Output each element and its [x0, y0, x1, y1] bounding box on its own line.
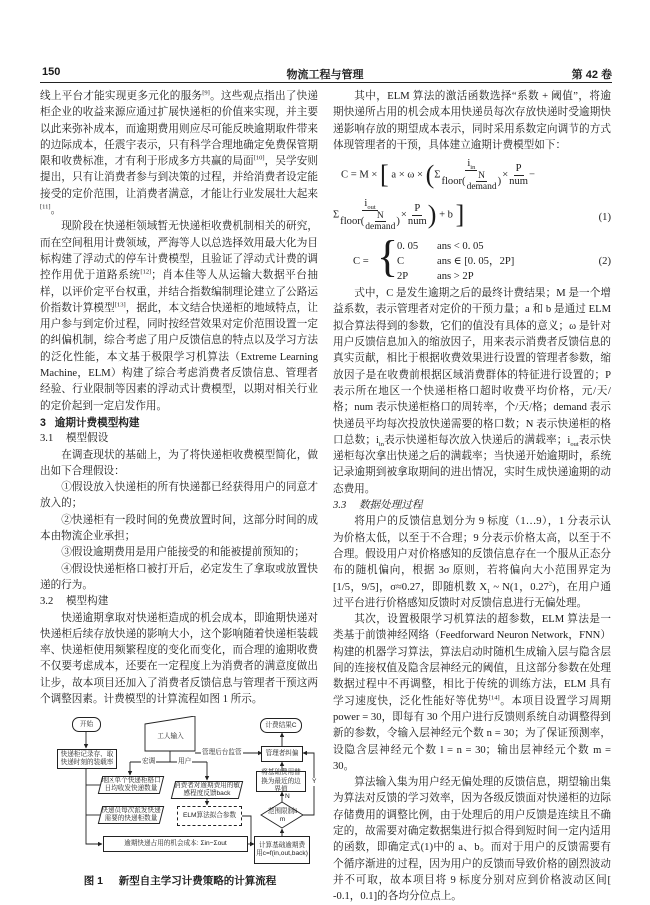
text-run: 其次，设置极限学习机算法的超参数，ELM 算法是一类基于前馈神经网络（Feedforward Neuron Network，FNN）构建的机器学习算法，算法启动时随机生成输入层与隐含层间的连接权值及隐含层神经元的阈值，且这部分参数在处理数据过程中不再调整，相比于传统的训练方法，ELM 具有学习速度快，泛化性能好等优势	[333, 614, 611, 707]
section-title: 模型构建	[65, 596, 109, 608]
figure-caption-text: 新型自主学习计费策略的计算流程	[118, 875, 277, 888]
equation-number: (2)	[598, 256, 611, 268]
case-value: C	[397, 256, 405, 268]
superscript: 2	[548, 580, 553, 587]
section-title: 数据处理过程	[358, 500, 423, 512]
superscript: [12]	[140, 268, 152, 276]
eq-op: −	[529, 169, 535, 181]
eq-case	[397, 239, 514, 254]
manager-correct-node: 管理者纠偏	[261, 746, 303, 762]
figure-number: 图 1	[83, 875, 103, 888]
eq-func: floor(	[340, 216, 365, 228]
eq-fraction	[340, 198, 400, 232]
text-run: ③假设逾期费用是用户能接受的和能被提前预知的；	[61, 547, 305, 559]
figure-caption	[40, 874, 320, 888]
paragraph	[40, 611, 318, 709]
section-heading-3-2	[40, 594, 318, 610]
eq-var: N	[376, 211, 384, 222]
flowchart-figure	[40, 716, 320, 868]
eq-paren: )	[427, 200, 437, 230]
eq-sigma: Σ	[434, 169, 441, 181]
eq-brace: {	[377, 232, 399, 282]
eq-term: C = M ×	[341, 169, 378, 181]
text-run: 。这些观点指出了快递柜企业的收益来源应通过扩展快递柜的价值来实现，并主要以此来弥补成本，而逾期费用则应尽可能反映逾期取件带来的边际成本，任震宇表示，只有科学合理地确定免费保管期限和收费标准，才有利于形成多方共赢的局面	[40, 91, 319, 168]
eq-sub: out	[367, 204, 376, 212]
start-node: 开始	[72, 717, 101, 732]
assumption-4	[40, 562, 318, 595]
text-run: ~ N(1，0.27	[490, 581, 549, 593]
subscript: out	[570, 440, 579, 448]
eq-var: num	[509, 175, 529, 187]
eq-op: ×	[400, 209, 407, 221]
eq-var: demand	[365, 222, 396, 233]
text-run: 表示快递柜每次拿出快递之后的满载率；当快递开始逾期时，系统记录逾期到被拿取期间的进出情况，实时生成快递逾期的动态费用。	[333, 434, 611, 495]
section-heading-3	[40, 415, 318, 431]
subscript: in	[378, 440, 384, 448]
text-run: 式中，C 是发生逾期之后的最终计费结果；M 是一个增益系数，表示管理者对定价的干预力量；a 和 b 是通过 ELM 拟合算法得到的参数，它们的值没有具体的意义；ω 是针对用户反馈信息加入的缩放因子，用来表示消费者反馈信息的真实贡献，相比于根据收费效果进行设置的管理者参数，缩放因子是在收费前根据区域消费群体的特征进行设置的；P 表示所在地区一个快递柜格口超时收费平均价格，元/天/格；num 表示快递柜格口的周转率，个/天/格；demand 表示快递员平均每次投放快递需要的格口数；N 表示快递柜的格口总数；i	[333, 288, 611, 446]
courier-count-node	[100, 806, 162, 824]
eq-paren: (	[425, 160, 435, 190]
admin-monitor-label: 管理后台监管	[202, 749, 242, 757]
record-node: 快递柜记录存、取快递时刻的装载率	[57, 749, 117, 769]
text-run: 在调查现状的基础上，为了将快递柜收费模型简化，做出如下合理假设：	[40, 449, 318, 477]
compute-base-fee-node: 计算基础逾期费用c=f(in,out,back)	[254, 836, 310, 864]
eq-var: i	[467, 158, 471, 170]
equation-number: (1)	[598, 212, 611, 224]
paragraph	[40, 89, 318, 219]
superscript: [9]	[202, 89, 210, 97]
case-value: 0. 05	[397, 241, 419, 253]
section-number: 3.1	[40, 433, 54, 445]
text-run: 将用户的反馈信息划分为 9 标度（1…9），1 分表示认为价格太低，以至于不合理；9 分表示价格太高，以至于不合理。假设用户对价格感知的反馈信息存在一个服从正态分布的随机偏向，根据 3σ 原则，若将偏向大小范围界定为[1/5，9/5]，σ≈0.27，即随机数 X	[333, 516, 611, 593]
eq-paren: )	[396, 216, 400, 228]
eq-sub: in	[470, 164, 476, 172]
result-node: 计费结果C	[260, 718, 302, 733]
eq-sigma: Σ	[333, 209, 340, 221]
eq-op: ×	[502, 169, 509, 181]
node-text: 快递员每次派发快递需要的快递柜数量	[101, 807, 161, 823]
right-column	[333, 89, 611, 905]
text-run: ；肖本佳等人从运输大数据平台抽样，以评价定平台权重，并结合指数编制理论建立了公路运价指数计算模型	[40, 270, 319, 314]
text-run: 快递逾期拿取对快递柜造成的机会成本，即逾期快递对快递柜后续存放快递的影响大小，这个影响随着快递柜装载率、快递柜使用频繁程度的变化而变化，而合理的逾期收费不仅要考虑成本，还要在一定程度上为消费者的满意度做出让步，故本项目还加入了消费者反馈信息与管理者干预这两个调整因素。计费模型的计算流程如图 1 所示。	[40, 612, 318, 705]
eq-cases	[397, 239, 514, 284]
case-condition: ans > 2P	[437, 271, 474, 283]
assumption-3	[40, 545, 318, 561]
text-run: 线上平台才能实现更多元化的服务	[40, 91, 203, 102]
eq-func: floor(	[441, 176, 466, 188]
eq-term: + b	[439, 209, 453, 221]
consumer-feedback-node	[173, 781, 241, 799]
text-run: ①假设放入快递柜的所有快递都已经获得用户的同意才放入的；	[40, 482, 318, 510]
eq-var: num	[407, 215, 427, 227]
macro-label: 宏调	[142, 758, 156, 766]
section-number: 3.3	[333, 500, 347, 512]
section-heading-3-3	[333, 498, 611, 514]
yes-label: Y	[312, 778, 317, 786]
paragraph	[40, 448, 318, 481]
case-condition: ans < 0. 05	[437, 241, 484, 253]
region-count-node	[100, 776, 162, 794]
paragraph	[333, 89, 611, 154]
eq-bracket: [	[380, 160, 389, 190]
no-label: N	[285, 793, 290, 801]
left-column	[40, 89, 318, 888]
eq-fraction	[467, 171, 497, 192]
eq-paren: )	[497, 176, 502, 188]
assumption-1	[40, 480, 318, 513]
section-title: 逾期计费模型构建	[54, 416, 140, 429]
text-run: ④假设快递柜格口被打开后，必定发生了拿取或放置快递的行为。	[40, 563, 318, 591]
paragraph	[40, 219, 318, 415]
text-run: 其中，ELM 算法的激活函数选择“系数 + 阈值”，将逾期快递所占用的机会成本用快递员每次存放快递时受逾期快递影响存放的期望成本表示，同时采用系数定向调节的方式体现管理者的干预，具体建立逾期计费模型如下：	[333, 91, 611, 151]
text-run: ，据此，本文结合快递柜的地域特点，让用户参与到定价过程，同时按经营效果对定价范围设置一定的纠偏机制，综合考虑了用户反馈信息的特点以及学习方法的泛化性能，本文基于极限学习机算法（Extreme Learning Machine，ELM）构建了综合考虑消费者反馈信息、管理者经验、行业限制等因素的浮动式计费模型，以期对相关行业的定价起到一定启发作用。	[40, 302, 319, 412]
text-run: 算法输入集为用户经无偏处理的反馈信息，期望输出集为算法对反馈的学习效率，因为各级反馈面对快递柜的边际存储费用的调整比例，由于处理后的用户反馈是连续且不确定的，故需要对确定数据集进行拟合得到短时间一定内适用的函数，即确定式(1)中的 a、b。而对于用户的反馈需要有个循序渐进的过程，因为用户的反馈而导致价格的剧烈波动并不可取，故本项目将 9 标度分别对应到价格波动区间[ -0.1，0.1]的各均分位点上。	[333, 777, 611, 903]
superscript: [11]	[40, 203, 51, 211]
section-number: 3	[40, 416, 46, 429]
section-heading-3-1	[40, 431, 318, 447]
eq-fraction	[365, 211, 395, 232]
node-text: 地区单个快递柜格口日均收发快递数量	[101, 777, 161, 793]
equation-2	[353, 232, 611, 286]
replace-boundary-node: 将基础费用替换为最近的边界值	[256, 771, 306, 792]
equation-1-line-1	[333, 158, 611, 196]
superscript: [13]	[114, 301, 126, 309]
case-value: 2P	[397, 271, 409, 283]
eq-var: P	[414, 202, 421, 214]
case-condition: ans ∈ [0. 05，2P]	[437, 256, 515, 268]
superscript: [10]	[253, 154, 265, 162]
eq-case	[397, 254, 514, 269]
superscript: [14]	[488, 694, 500, 702]
volume-label: 第 42 卷	[571, 69, 612, 81]
text-run: ，吴学安则提出，只有让消费者参与到决策的过程，并给消费者设定能接受的定价范围，让消费者满意，才能让行业发展壮大起来	[40, 156, 319, 200]
eq-fraction	[509, 163, 528, 188]
eq-var: N	[478, 171, 486, 182]
eq-term: C =	[353, 256, 369, 268]
section-number: 3.2	[40, 596, 54, 608]
eq-term: a × ω ×	[391, 169, 423, 181]
eq-bracket: ]	[455, 200, 465, 230]
eq-case	[397, 269, 514, 284]
assumption-2	[40, 513, 318, 546]
text-run: 。本项目设置学习周期 power = 30，即每有 30 个用户进行反馈则系统自动调整得到新的参数，令输入层神经元个数 n = 30；为了保证预测率，设隐含层神经元个数 l = n = 30；输出层神经元个数 m = 30。	[333, 695, 612, 772]
subscript: 1	[487, 587, 491, 595]
journal-title: 物流工程与管理	[286, 69, 364, 81]
header-rule	[40, 82, 612, 83]
paragraph	[333, 286, 611, 498]
paragraph	[333, 775, 611, 905]
user-label: 用户	[178, 758, 192, 766]
node-text: 消费者对逾期费用的敏感程度反馈back	[174, 782, 240, 798]
eq-fraction	[441, 158, 501, 192]
eq-fraction	[408, 203, 427, 228]
text-run: )，在用户通过平台进行价格感知反馈时对反馈信息进行无偏处理。	[333, 581, 612, 609]
text-run: ②快递柜有一段时间的免费放置时间，这部分时间的成本由物流企业承担；	[40, 514, 318, 543]
opportunity-cost-node: 逾期快递占用的机会成本: Σin−Σout	[103, 836, 248, 852]
text-run: 表示快递柜每次放入快递后的满载率；i	[383, 434, 571, 446]
range-limit-node: 范围限制lim	[267, 807, 298, 823]
manual-input-node: 工人输入	[157, 733, 184, 741]
eq-var: demand	[466, 182, 497, 193]
elm-fit-node: ELM算法拟合参数	[177, 806, 242, 826]
text-run: 。	[50, 205, 62, 217]
eq-var: i	[364, 198, 368, 210]
section-title: 模型假设	[65, 433, 109, 445]
paragraph	[333, 612, 611, 775]
eq-var: P	[515, 162, 522, 174]
text-run: 现阶段在快递柜领域暂无快递柜收费机制相关的研究，而在空间租用计费领域，严海等人以总选择效用最大化为目标构建了浮动式的停车计费模型，且验证了浮动式计费的调控作用优于道路系统	[40, 221, 318, 282]
paragraph	[333, 514, 611, 612]
equation-1-line-2	[333, 198, 611, 238]
page-number: 150	[42, 66, 61, 78]
